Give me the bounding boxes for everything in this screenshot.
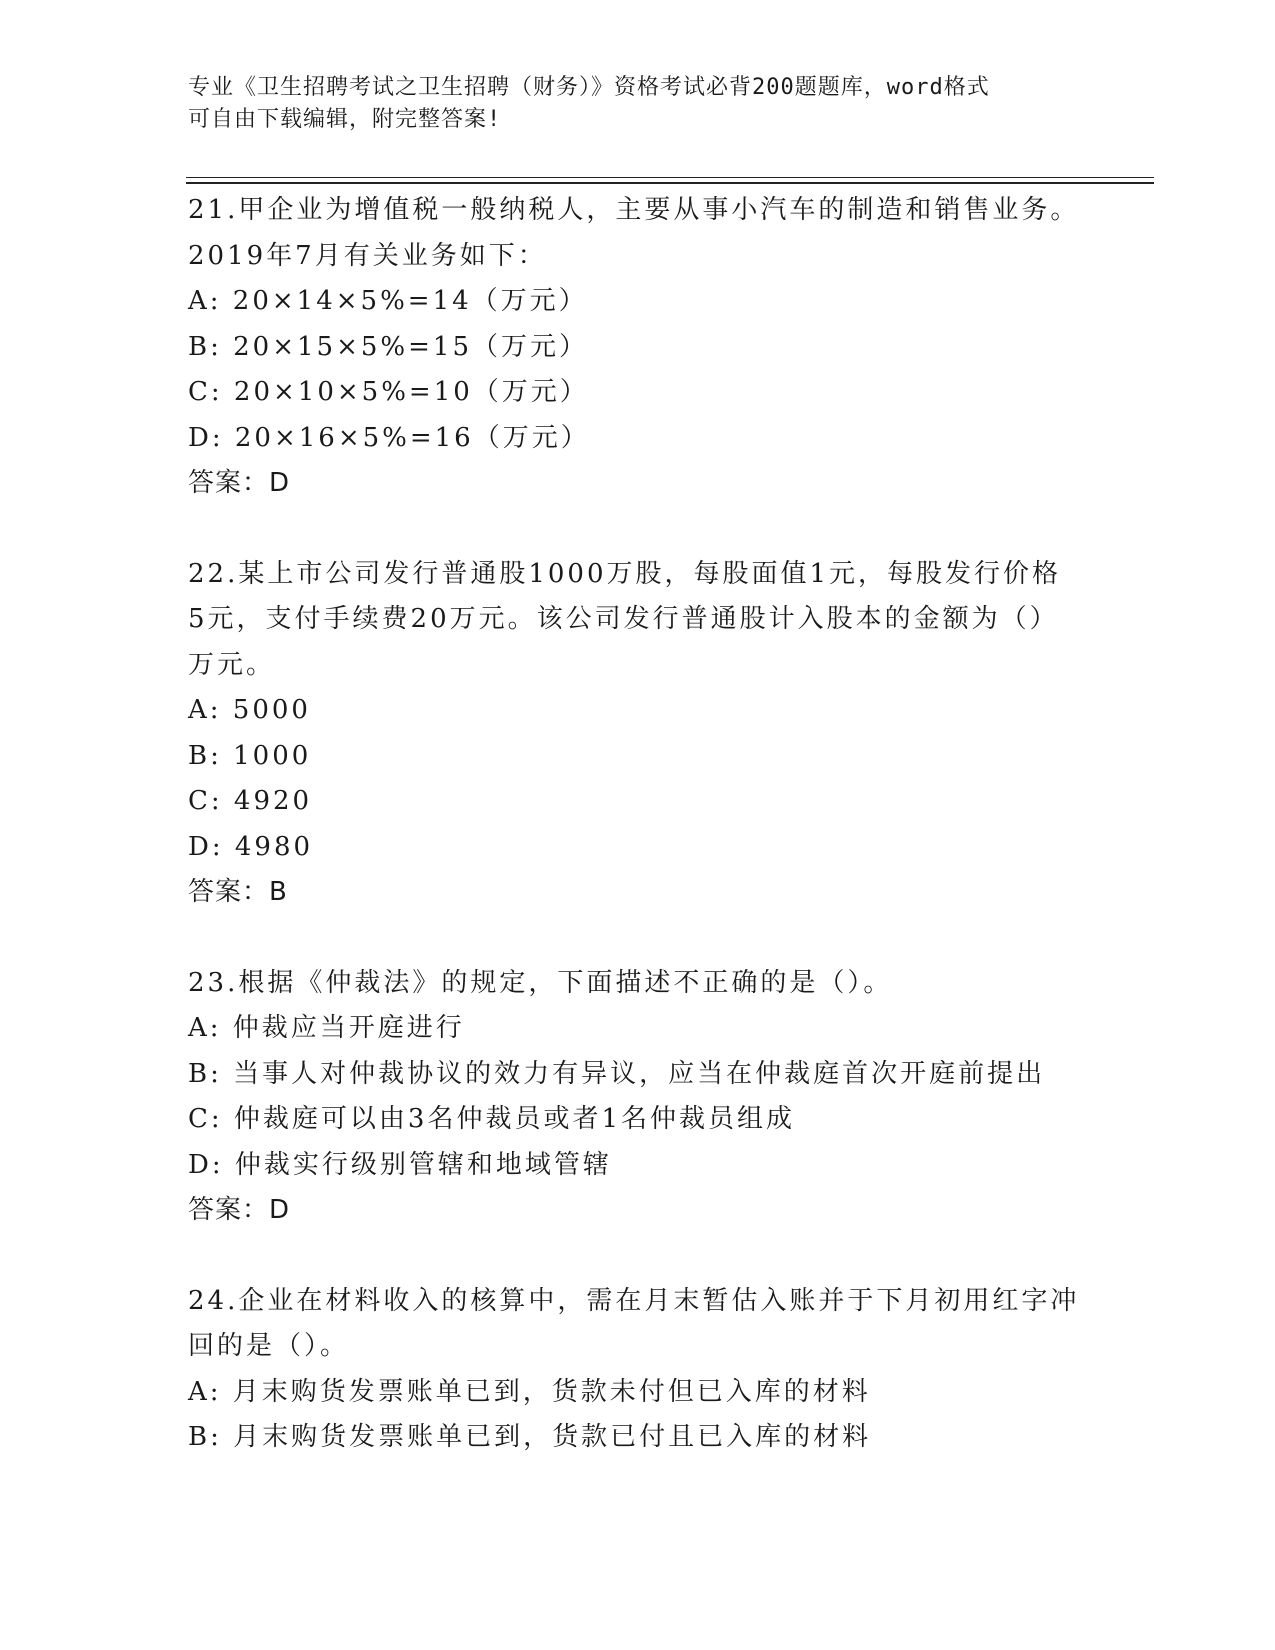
option-b: B: 20×15×5%=15（万元）: [188, 331, 588, 362]
spacer: [188, 1234, 1088, 1279]
option-a: A: 月末购货发票账单已到，货款未付但已入库的材料: [188, 1376, 871, 1407]
question-stem-line: 万元。: [188, 649, 276, 680]
question-23: [188, 961, 1088, 1234]
option-b: B: 1000: [188, 740, 312, 771]
question-24: [188, 1279, 1088, 1461]
header-line-2: 可自由下载编辑，附完整答案!: [188, 107, 502, 132]
question-22: [188, 552, 1088, 916]
question-21: [188, 188, 1088, 507]
option-c: C: 4920: [188, 786, 313, 816]
option-d: D: 20×16×5%=16（万元）: [188, 422, 590, 453]
option-a: A: 仲裁应当开庭进行: [188, 1013, 465, 1043]
question-stem-line: 回的是（）。: [188, 1331, 350, 1361]
question-stem-line: 21.甲企业为增值税一般纳税人，主要从事小汽车的制造和销售业务。: [188, 195, 1080, 225]
option-a: A: 5000: [188, 695, 311, 725]
spacer: [188, 916, 1088, 961]
header-divider-thin: [186, 177, 1154, 178]
answer-label: 答案：D: [188, 1195, 291, 1225]
option-b: B: 当事人对仲裁协议的效力有异议，应当在仲裁庭首次开庭前提出: [188, 1058, 1046, 1089]
question-list: [188, 188, 1088, 1461]
question-stem-line: 24.企业在材料收入的核算中，需在月末暂估入账并于下月初用红字冲: [188, 1285, 1080, 1316]
question-stem-line: 22.某上市公司发行普通股1000万股，每股面值1元，每股发行价格: [188, 558, 1062, 589]
question-stem-line: 5元，支付手续费20万元。该公司发行普通股计入股本的金额为（）: [188, 604, 1059, 634]
option-d: D: 4980: [188, 831, 314, 862]
option-b: B: 月末购货发票账单已到，货款已付且已入库的材料: [188, 1422, 872, 1452]
question-stem-line: 23.根据《仲裁法》的规定，下面描述不正确的是（）。: [188, 967, 893, 998]
answer-label: 答案：B: [188, 877, 288, 907]
option-c: C: 仲裁庭可以由3名仲裁员或者1名仲裁员组成: [188, 1104, 796, 1134]
answer-label: 答案：D: [188, 468, 291, 498]
document-header: [188, 72, 1068, 136]
spacer: [188, 507, 1088, 552]
header-divider-thick: [186, 182, 1154, 184]
header-line-1: 专业《卫生招聘考试之卫生招聘（财务）》资格考试必背200题题库，word格式: [188, 75, 990, 100]
option-c: C: 20×10×5%=10（万元）: [188, 377, 589, 407]
question-stem-line: 2019年7月有关业务如下：: [188, 240, 547, 271]
option-a: A: 20×14×5%=14（万元）: [188, 286, 588, 316]
option-d: D: 仲裁实行级别管辖和地域管辖: [188, 1149, 612, 1180]
